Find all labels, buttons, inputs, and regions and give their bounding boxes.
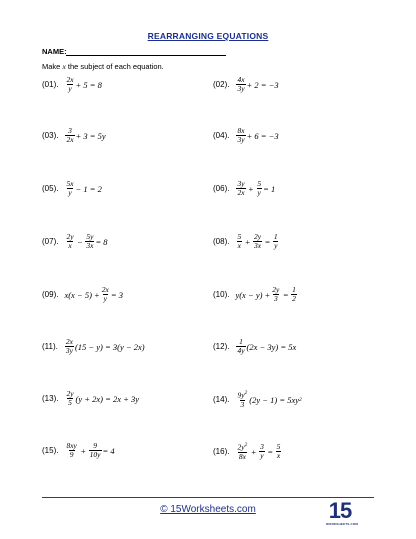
problem-02: (02). 4x 3y + 2 = −3 bbox=[213, 75, 279, 94]
name-label: NAME: bbox=[42, 47, 67, 56]
name-input-line[interactable] bbox=[66, 55, 226, 56]
instructions: Make x the subject of each equation. bbox=[42, 62, 164, 71]
problem-09: (09). x(x − 5) + $\frac{2x}{y}$ = 3 bbox=[42, 285, 123, 304]
footer-divider bbox=[42, 497, 374, 498]
footer-link[interactable]: © 15Worksheets.com bbox=[160, 504, 256, 515]
problem-15: (15). 8xy 9 + $\frac{9}{10y}$ = 4 bbox=[42, 441, 115, 460]
worksheets-logo: 15 WORKSHEETS.COM bbox=[326, 498, 359, 526]
problem-08: (08). 5 x + $\frac{2y}{3x}$ = $\frac{1}{y}$ bbox=[213, 232, 278, 251]
problem-06: (06). 3y 2x + $\frac{5}{y}$ = 1 bbox=[213, 179, 276, 198]
problem-03: (03). 3 2x + 3 = 5y bbox=[42, 126, 106, 145]
worksheet-title: REARRANGING EQUATIONS bbox=[147, 31, 269, 41]
problem-01: (01). 2x y + 5 = 8 bbox=[42, 75, 102, 94]
problem-07: (07). 2y x − $\frac{5y}{3x}$ = 8 bbox=[42, 232, 108, 251]
problem-13: (13). 2y 5 (y + 2x) = 2x + 3y bbox=[42, 389, 140, 408]
problem-05: (05). 5x y − 1 = 2 bbox=[42, 179, 102, 198]
problem-12: (12). 1 4y (2x − 3y) = 5x bbox=[213, 337, 297, 356]
problem-14: (14). $9y^2$ 3 (2y − 1) = 5xy 2 bbox=[213, 390, 302, 409]
problem-16: (16). $2y^2$ 8x + $\frac{3}{y}$ = $\frac{5}{x}$ bbox=[213, 441, 281, 461]
problem-04: (04). 8x 3y + 6 = −3 bbox=[213, 126, 279, 145]
problem-11: (11). 2x 3y (15 − y) = 3(y − 2x) bbox=[42, 337, 145, 356]
problem-10: (10). y(x − y) + $\frac{2y}{3}$ = $\frac{1}{2}$ bbox=[213, 285, 296, 304]
